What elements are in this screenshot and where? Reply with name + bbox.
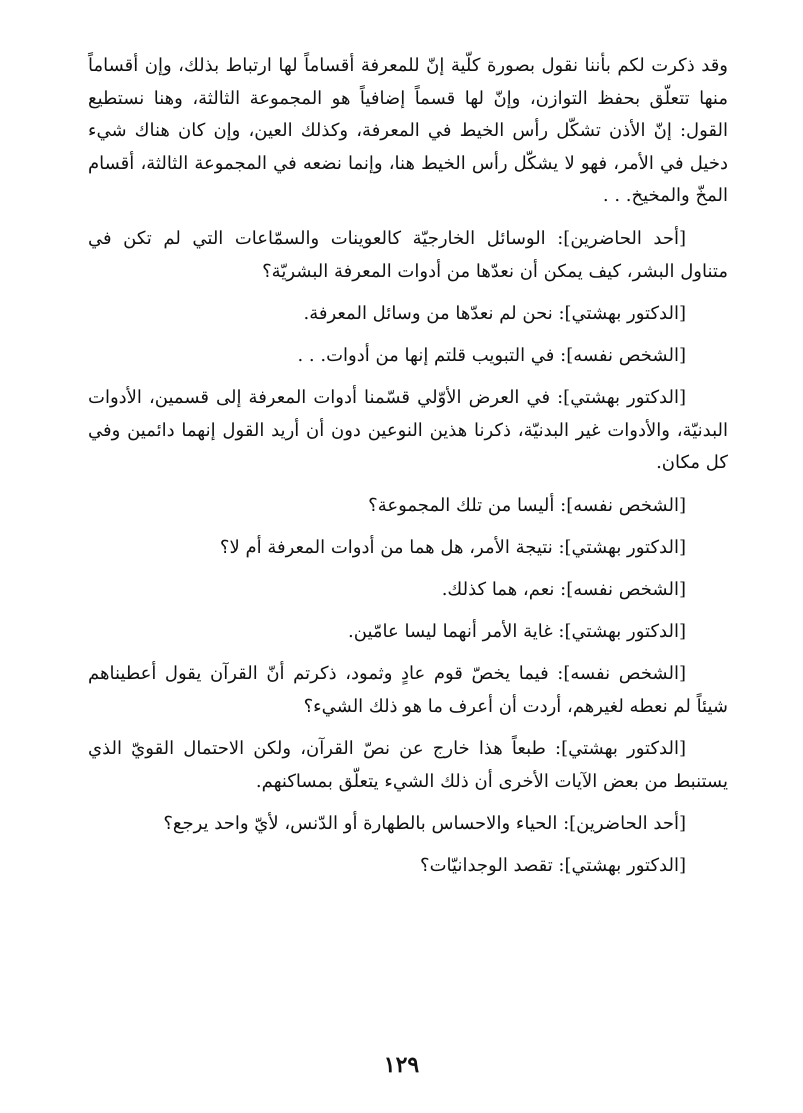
dialogue-line: [أحد الحاضرين]: الحياء والاحساس بالطهارة أو الدّنس، لأيّ واحد يرجع؟ [163,812,686,834]
dialogue-line: [الدكتور بهشتي]: في العرض الأوّلي قسّمنا أدوات المعرفة إلى قسمين، الأدوات البدنيّة، والأدوات غير البدنيّة، ذكرنا هذين النوعين دون أن أريد القول إنهما دائمين وفي كل مكان. [88,387,728,474]
dialogue-line: [الدكتور بهشتي]: تقصد الوجدانيّات؟ [420,855,686,876]
dialogue-line: [الدكتور بهشتي]: نحن لم نعدّها من وسائل المعرفة. [303,302,686,324]
dialogue-line: [الدكتور بهشتي]: طبعاً هذا خارج عن نصّ القرآن، ولكن الاحتمال القويّ الذي يستنبط من بعض الآيات الأخرى أن ذلك الشيء يتعلّق بمساكنهم. [88,738,728,792]
dialogue-line: [الدكتور بهشتي]: نتيجة الأمر، هل هما من أدوات المعرفة أم لا؟ [219,536,686,558]
dialogue-line: [الشخص نفسه]: نعم، هما كذلك. [441,578,686,600]
dialogue-line: [الدكتور بهشتي]: غاية الأمر أنهما ليسا عامّين. [348,621,686,643]
dialogue-line: [الشخص نفسه]: أليسا من تلك المجموعة؟ [368,494,686,516]
page-number: ١٢٩ [383,1052,420,1078]
dialogue-line: [أحد الحاضرين]: الوسائل الخارجيّة كالعوينات والسمّاعات التي لم تكن في متناول البشر، كيف يمكن أن نعدّها من أدوات المعرفة البشريّة؟ [88,227,728,282]
page-body [88,50,728,892]
opening-paragraph: وقد ذكرت لكم بأننا نقول بصورة كلّية إنّ للمعرفة أقساماً لها ارتباط بذلك، وإن أقساماً منها تتعلّق بحفظ التوازن، وإنّ لها قسماً إضافياً هو المجموعة الثالثة، وهنا نستطيع القول: إنّ الأذن تشكّل رأس الخيط في المعرفة، وكذلك العين، وإن كان هناك شيء دخيل في الأمر، فهو لا يشكّل رأس الخيط هنا، وإنما نضعه في المجموعة الثالثة، أقسام المخّ والمخيخ. . . [88,55,728,207]
dialogue-line: [الشخص نفسه]: في التبويب قلتم إنها من أدوات. . . [297,344,686,366]
dialogue-line: [الشخص نفسه]: فيما يخصّ قوم عادٍ وثمود، ذكرتم أنّ القرآن يقول أعطيناهم شيئاً لم نعطه لغيرهم، أردت أن أعرف ما هو ذلك الشيء؟ [88,663,728,717]
